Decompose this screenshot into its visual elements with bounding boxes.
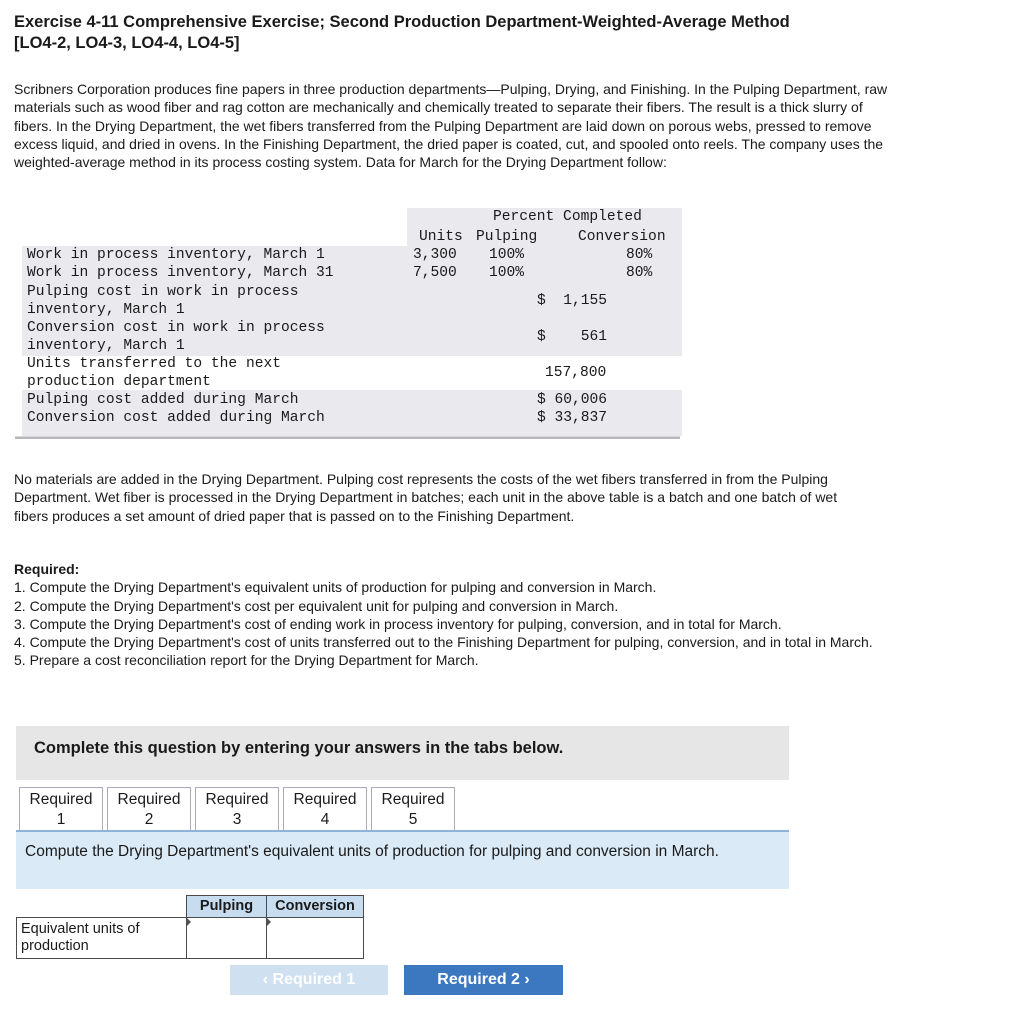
answer-col-conversion: Conversion: [267, 896, 364, 918]
row-wip-march1-pulping: 100%: [489, 247, 525, 263]
conversion-cost-value: $ 561: [537, 329, 608, 345]
row-wip-march1-conversion: 80%: [626, 247, 653, 263]
pulping-cost-label-2: inventory, March 1: [27, 302, 185, 318]
input-marker-icon: [267, 918, 271, 926]
exercise-title-line1: Exercise 4-11 Comprehensive Exercise; Second Production Department-Weighted-Average Method: [14, 13, 790, 31]
tab-number: 4: [320, 811, 330, 828]
transferred-label-2: production department: [27, 374, 211, 390]
required-item-3: 3. Compute the Drying Department's cost of ending work in process inventory for pulping, conversion, and in total for March.: [14, 615, 782, 632]
required-item-2: 2. Compute the Drying Department's cost per equivalent unit for pulping and conversion in March.: [14, 597, 619, 614]
row-wip-march31-units: 7,500: [413, 265, 457, 281]
prev-required-button[interactable]: [230, 965, 388, 995]
header-percent-completed: Percent Completed: [493, 209, 642, 225]
row-wip-march31-conversion: 80%: [626, 265, 653, 281]
pulping-added-value: $ 60,006: [537, 392, 608, 408]
exercise-title: [14, 12, 1004, 54]
conversion-equivalent-units-input[interactable]: [267, 918, 364, 959]
answer-table: [16, 895, 364, 959]
header-conversion: Conversion: [578, 229, 666, 245]
conversion-cost-label-1: Conversion cost in work in process: [27, 320, 325, 336]
instruction-banner: Complete this question by entering your answers in the tabs below.: [16, 726, 789, 780]
prev-required-label: Required 1: [272, 971, 356, 988]
row-wip-march1-units: 3,300: [413, 247, 457, 263]
required-tabs: [19, 787, 459, 831]
tab-label: Required: [29, 791, 93, 808]
exercise-title-line2: [LO4-2, LO4-3, LO4-4, LO4-5]: [14, 34, 240, 52]
required-heading: Required:: [14, 561, 80, 577]
row-wip-march31-label: Work in process inventory, March 31: [27, 265, 334, 281]
required-item-5: 5. Prepare a cost reconciliation report for the Drying Department for March.: [14, 652, 479, 669]
table-divider: [15, 436, 680, 439]
question-prompt: Compute the Drying Department's equivalent units of production for pulping and conversion in March.: [16, 832, 789, 889]
chevron-right-icon: ›: [524, 971, 530, 988]
tab-number: 3: [232, 811, 242, 828]
header-pulping: Pulping: [476, 229, 538, 245]
tab-label: Required: [293, 791, 357, 808]
required-item-4: 4. Compute the Drying Department's cost of units transferred out to the Finishing Department for pulping, conversion, and in total in March.: [14, 634, 873, 651]
tab-required-1[interactable]: [19, 787, 103, 831]
row-wip-march1-label: Work in process inventory, March 1: [27, 247, 325, 263]
conversion-added-value: $ 33,837: [537, 410, 608, 426]
answer-col-pulping: Pulping: [187, 896, 267, 918]
pulping-added-label: Pulping cost added during March: [27, 392, 299, 408]
required-list: [14, 560, 874, 670]
transferred-label-1: Units transferred to the next: [27, 356, 281, 372]
drying-description-paragraph: No materials are added in the Drying Department. Pulping cost represents the costs of the wet fibers transferred in from the Pulping Department. Wet fiber is processed in the Drying Department in batches; each unit in the above table is a batch and one batch of wet fibers produces a set amount of dried paper that is passed on to the Finishing Department.: [14, 471, 838, 524]
header-units: Units: [419, 229, 463, 245]
tab-required-3[interactable]: [195, 787, 279, 831]
answer-table-corner: [17, 896, 187, 918]
required-item-1: 1. Compute the Drying Department's equivalent units of production for pulping and conversion in March.: [14, 579, 657, 596]
intro-paragraph: Scribners Corporation produces fine papers in three production departments—Pulping, Drying, and Finishing. In the Pulping Department, raw materials such as wood fiber and rag cotton are mechanically and chemically treated to separate their fibers. The result is a thick slurry of fibers. In the Drying Department, the wet fibers transferred from the Pulping Department are laid down on porous webs, pressed to remove excess liquid, and dried in ovens. In the Finishing Department, the dried paper is coated, cut, and spooled onto reels. The company uses the weighted-average method in its process costing system. Data for March for the Drying Department follow:: [14, 81, 888, 171]
conversion-cost-label-2: inventory, March 1: [27, 338, 185, 354]
transferred-value: 157,800: [545, 365, 607, 381]
input-marker-icon: [187, 918, 191, 926]
tab-label: Required: [381, 791, 445, 808]
tab-required-2[interactable]: [107, 787, 191, 831]
tab-label: Required: [117, 791, 181, 808]
pulping-equivalent-units-input[interactable]: [187, 918, 267, 959]
conversion-added-label: Conversion cost added during March: [27, 410, 325, 426]
tab-required-4[interactable]: [283, 787, 367, 831]
next-required-label: Required 2: [437, 971, 520, 988]
tab-number: 5: [408, 811, 418, 828]
pulping-cost-label-1: Pulping cost in work in process: [27, 284, 299, 300]
tab-required-5[interactable]: [371, 787, 455, 831]
answer-row-label: Equivalent units of production: [17, 918, 187, 959]
pulping-cost-value: $ 1,155: [537, 293, 608, 309]
next-required-button[interactable]: [404, 965, 563, 995]
tab-number: 1: [56, 811, 66, 828]
tab-label: Required: [205, 791, 269, 808]
department-data-table: [22, 208, 682, 438]
chevron-left-icon: ‹: [262, 971, 269, 988]
tab-number: 2: [144, 811, 154, 828]
row-wip-march31-pulping: 100%: [489, 265, 525, 281]
